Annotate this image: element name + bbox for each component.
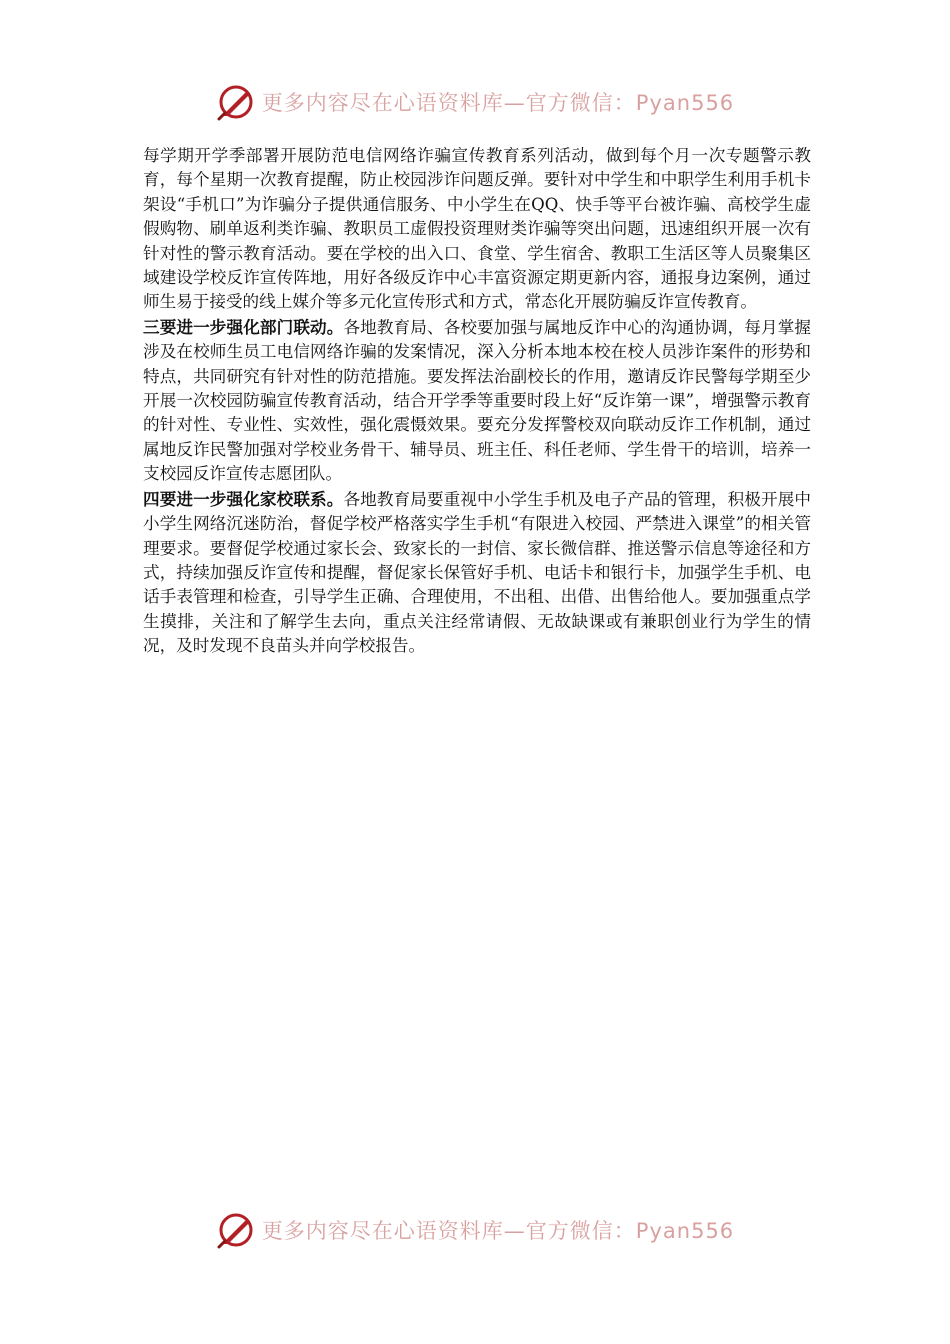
header-banner-text: 更多内容尽在心语资料库—官方微信：Pyan556 — [261, 91, 735, 115]
pen-logo-icon — [216, 82, 256, 122]
paragraph-3-heading: 四要进一步强化家校联系。 — [143, 488, 344, 509]
paragraph-2-heading: 三要进一步强化部门联动。 — [143, 316, 344, 337]
paragraph-3 — [143, 487, 811, 659]
paragraph-3-text: 各地教育局要重视中小学生手机及电子产品的管理，积极开展中小学生网络沉迷防治，督促学校严格落实学生手机“有限进入校园、严禁进入课堂”的相关管理要求。要督促学校通过家长会、致家长的一封信、家长微信群、推送警示信息等途径和方式，持续加强反诈宣传和提醒，督促家长保管好手机、电话卡和银行卡，加强学生手机、电话手表管理和检查，引导学生正确、合理使用，不出租、出借、出售给他人。要加强重点学生摸排，关注和了解学生去向，重点关注经常请假、无故缺课或有兼职创业行为学生的情况，及时发现不良苗头并向学校报告。 — [143, 489, 812, 656]
paragraph-1 — [143, 143, 811, 315]
paragraph-2-text: 各地教育局、各校要加强与属地反诈中心的沟通协调，每月掌握涉及在校师生员工电信网络诈骗的发案情况，深入分析本地本校在校人员涉诈案件的形势和特点，共同研究有针对性的防范措施。要发挥法治副校长的作用，邀请反诈民警每学期至少开展一次校园防骗宣传教育活动，结合开学季等重要时段上好“反诈第一课”，增强警示教育的针对性、专业性、实效性，强化震慑效果。要充分发挥警校双向联动反诈工作机制，通过属地反诈民警加强对学校业务骨干、辅导员、班主任、科任老师、学生骨干的培训，培养一支校园反诈宣传志愿团队。 — [143, 317, 812, 484]
document-body — [143, 143, 811, 659]
header-banner — [0, 80, 950, 124]
paragraph-2 — [143, 315, 811, 487]
pen-logo-icon — [216, 1210, 256, 1250]
footer-banner-text: 更多内容尽在心语资料库—官方微信：Pyan556 — [261, 1219, 735, 1243]
paragraph-1-text: 每学期开学季部署开展防范电信网络诈骗宣传教育系列活动，做到每个月一次专题警示教育，每个星期一次教育提醒，防止校园涉诈问题反弹。要针对中学生和中职学生利用手机卡架设“手机口”为诈骗分子提供通信服务、中小学生在QQ、快手等平台被诈骗、高校学生虚假购物、刷单返利类诈骗、教职员工虚假投资理财类诈骗等突出问题，迅速组织开展一次有针对性的警示教育活动。要在学校的出入口、食堂、学生宿舍、教职工生活区等人员聚集区域建设学校反诈宣传阵地，用好各级反诈中心丰富资源定期更新内容，通报身边案例，通过师生易于接受的线上媒介等多元化宣传形式和方式，常态化开展防骗反诈宣传教育。 — [143, 146, 811, 312]
footer-banner — [0, 1208, 950, 1252]
